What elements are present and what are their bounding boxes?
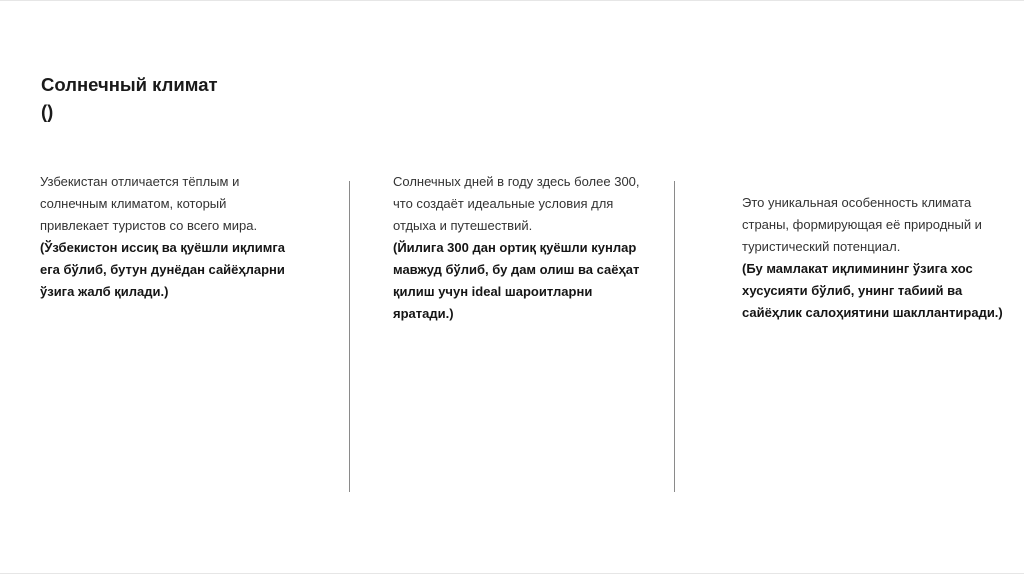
column-1-uzbek-line-1: (Ўзбекистон иссиқ ва қуёшли иқлимга: [40, 240, 286, 255]
column-3-russian-line-2: страны, формирующая её природный и: [742, 217, 982, 232]
column-1-uzbek-line-2: ега бўлиб, бутун дунёдан сайёҳларни: [40, 262, 285, 277]
text-column-1: [40, 171, 330, 303]
column-2-uzbek-line-4: яратади.): [393, 306, 454, 321]
column-3-russian-line-1: Это уникальная особенность климата: [742, 195, 972, 210]
column-divider-2: [674, 181, 675, 492]
text-column-2: [393, 171, 663, 325]
slide-title-line-1: Солнечный климат: [41, 74, 218, 95]
column-1-russian-line-1: Узбекистан отличается тёплым и: [40, 174, 240, 189]
slide-title: [41, 71, 301, 125]
column-2-uzbek-line-2: мавжуд бўлиб, бу дам олиш ва саёҳат: [393, 262, 640, 277]
column-1-uzbek-line-3: ўзига жалб қилади.): [40, 284, 169, 299]
column-2-russian-line-2: что создаёт идеальные условия для: [393, 196, 614, 211]
slide-title-line-2: (): [41, 101, 54, 122]
column-2-uzbek-line-3: қилиш учун ideal шароитларни: [393, 284, 593, 299]
column-divider-1: [349, 181, 350, 492]
column-1-russian-line-2: солнечным климатом, который: [40, 196, 227, 211]
column-3-russian-line-3: туристический потенциал.: [742, 239, 901, 254]
column-3-uzbek-line-3: сайёҳлик салоҳиятини шакллантиради.): [742, 305, 1003, 320]
column-2-russian-line-3: отдыха и путешествий.: [393, 218, 533, 233]
column-3-uzbek-line-1: (Бу мамлакат иқлимининг ўзига хос: [742, 261, 973, 276]
column-2-uzbek-line-1: (Йилига 300 дан ортиқ қуёшли кунлар: [393, 240, 637, 255]
column-3-uzbek-line-2: хусусияти бўлиб, унинг табиий ва: [742, 283, 963, 298]
column-1-russian-line-3: привлекает туристов со всего мира.: [40, 218, 258, 233]
text-column-3: [742, 192, 1012, 324]
column-2-russian-line-1: Солнечных дней в году здесь более 300,: [393, 174, 640, 189]
